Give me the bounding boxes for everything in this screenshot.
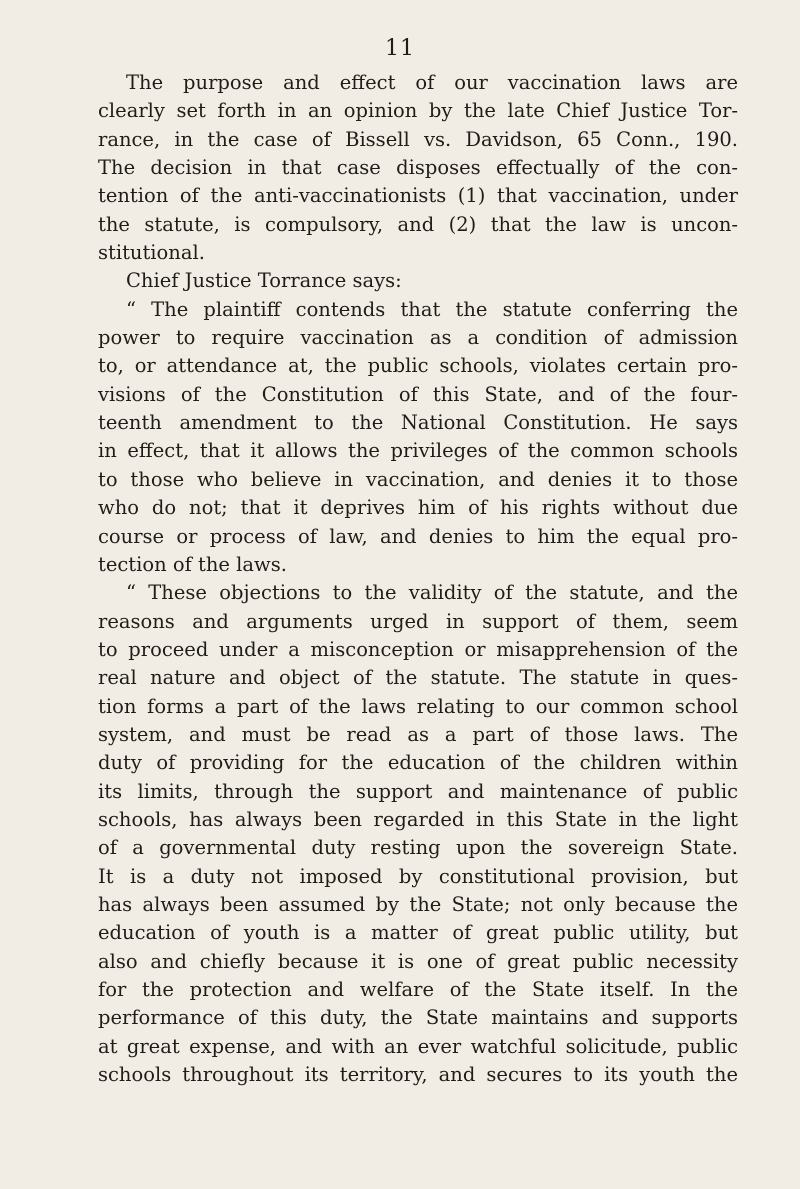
text-line: schools throughout its territory, and secures to its youth the [98,1063,738,1087]
text-line: tention of the anti-vaccinationists (1) that vaccination, under [98,184,738,208]
text-line: at great expense, and with an ever watchful solicitude, public [98,1034,738,1058]
body-text [98,69,738,1089]
text-line: “ These objections to the validity of the statute, and the [126,581,738,605]
text-line: reasons and arguments urged in support of them, seem [98,609,738,633]
text-line: duty of providing for the education of the children within [98,751,738,775]
text-line: rance, in the case of Bissell vs. Davidson, 65 Conn., 190. [98,127,738,151]
text-line: Chief Justice Torrance says: [126,269,402,293]
text-line: system, and must be read as a part of those laws. The [98,722,738,746]
text-line: teenth amendment to the National Constitution. He says [98,411,738,435]
text-line: to, or attendance at, the public schools, violates certain pro- [98,354,738,378]
text-line: clearly set forth in an opinion by the late Chief Justice Tor- [98,99,738,123]
text-line: tection of the laws. [98,552,287,576]
text-line: schools, has always been regarded in this State in the light [98,807,738,831]
text-line: has always been assumed by the State; not only because the [98,892,738,916]
page-number: 11 [385,36,415,61]
text-line: performance of this duty, the State maintains and supports [98,1006,738,1030]
text-line: The purpose and effect of our vaccination laws are [126,71,738,94]
text-line: visions of the Constitution of this State, and of the four- [98,382,738,406]
text-line: to those who believe in vaccination, and denies it to those [98,467,738,491]
text-line: of a governmental duty resting upon the sovereign State. [98,836,738,860]
text-line: The decision in that case disposes effectually of the con- [98,156,738,180]
text-line: also and chiefly because it is one of great public necessity [98,949,738,973]
text-line: who do not; that it deprives him of his rights without due [98,496,738,520]
text-line: for the protection and welfare of the State itself. In the [98,978,738,1001]
text-line: power to require vaccination as a condition of admission [98,326,738,350]
text-line: its limits, through the support and maintenance of public [98,779,738,803]
text-line: tion forms a part of the laws relating to our common school [98,694,738,718]
text-line: “ The plaintiff contends that the statute conferring the [126,297,738,321]
text-line: to proceed under a misconception or misapprehension of the [98,637,738,661]
text-line: stitutional. [98,241,205,265]
text-line: the statute, is compulsory, and (2) that the law is uncon- [98,212,738,236]
text-line: education of youth is a matter of great public utility, but [98,921,738,945]
text-line: It is a duty not imposed by constitutional provision, but [98,864,738,888]
text-line: course or process of law, and denies to him the equal pro- [98,524,738,548]
text-line: real nature and object of the statute. The statute in ques- [98,666,738,690]
text-line: in effect, that it allows the privileges of the common schools [98,439,738,463]
